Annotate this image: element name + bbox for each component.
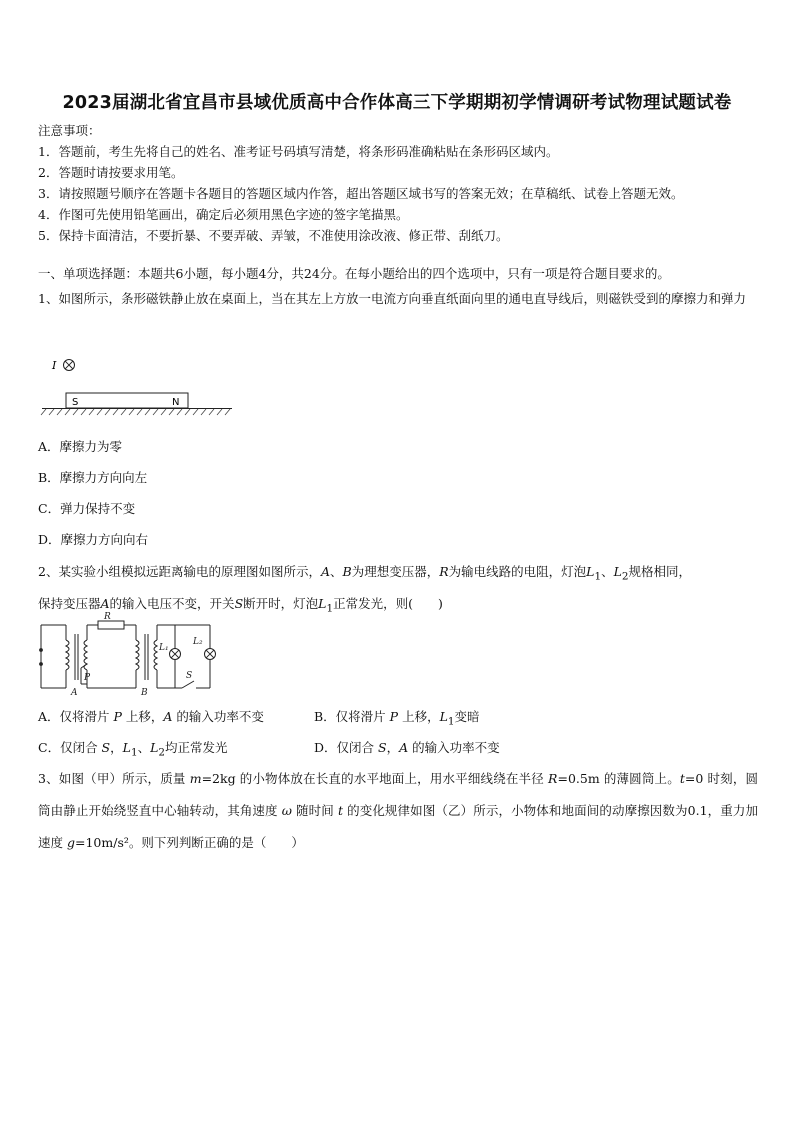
current-into-page-icon [64, 360, 75, 371]
lamp-l1-icon [170, 649, 181, 660]
table-hatching [41, 409, 230, 415]
resistor-label: R [104, 612, 111, 622]
q1-option-b[interactable]: B．摩擦力方向向左 [38, 470, 148, 485]
transformer-b-label: B [141, 688, 148, 698]
transformer-a-label: A [71, 688, 78, 698]
q1-option-d[interactable]: D．摩擦力方向向右 [38, 532, 149, 547]
notice-item: 4．作图可先使用铅笔画出，确定后必须用黑色字迹的签字笔描黑。 [38, 207, 409, 222]
notice-heading: 注意事项： [38, 123, 101, 138]
q2-option-c[interactable]: C．仅闭合 S，$L_1$、$L_2$均正常发光 [38, 740, 228, 759]
lamp-l2-label: L₂ [193, 637, 203, 647]
question-2-stem-line2: 保持变压器A的输入电压不变，开关S断开时，灯泡$L_1$正常发光，则( ) [38, 596, 443, 615]
question-2-stem-line1: 2、某实验小组模拟远距离输电的原理图如图所示，A、B为理想变压器，R为输电线路的电阻，灯泡$L_1$、$L_2$规格相同， [38, 564, 692, 583]
notice-item: 5．保持卡面清洁，不要折暴、不要弄破、弄皱，不准使用涂改液、修正带、刮纸刀。 [38, 228, 509, 243]
slider-label: P [84, 673, 91, 683]
current-label: I [52, 359, 57, 372]
q1-option-a[interactable]: A．摩擦力为零 [38, 439, 123, 454]
notice-item: 3．请按照题号顺序在答题卡各题目的答题区域内作答，超出答题区域书写的答案无效；在草稿纸、试卷上答题无效。 [38, 186, 684, 201]
notice-block [38, 120, 768, 246]
lamp-l1-label: L₁ [159, 643, 169, 653]
q2-option-d[interactable]: D．仅闭合 S，A 的输入功率不变 [314, 740, 500, 755]
notice-item: 2．答题时请按要求用笔。 [38, 165, 184, 180]
question-3-stem: 3、如图（甲）所示，质量 m=2kg 的小物体放在长直的水平地面上，用水平细线绕在半径 R=0.5m 的薄圆筒上。t=0 时刻，圆筒由静止开始绕竖直中心轴转动，其角速度 ω 随时间 t 的变化规律如图（乙）所示，小物体和地面间的动摩擦因数为0.1，重力加速度 g=10m/s²。则下列判断正确的是（ ） [38, 771, 759, 850]
magnet-n-pole: N [172, 397, 180, 408]
magnet-s-pole: S [72, 397, 79, 408]
q1-option-c[interactable]: C．弹力保持不变 [38, 501, 136, 516]
page-title: 2023届湖北省宜昌市县域优质高中合作体高三下学期期初学情调研考试物理试题试卷 [62, 93, 732, 113]
lamp-l2-icon [205, 649, 216, 660]
q2-option-b[interactable]: B．仅将滑片 P 上移，$L_1$变暗 [314, 709, 480, 728]
question-1-stem: 1、如图所示，条形磁铁静止放在桌面上，当在其左上方放一电流方向垂直纸面向里的通电直导线后，则磁铁受到的摩擦力和弹力 [38, 291, 746, 306]
section-heading: 一、单项选择题：本题共6小题，每小题4分，共24分。在每小题给出的四个选项中，只有一项是符合题目要求的。 [38, 266, 670, 281]
q2-option-a[interactable]: A．仅将滑片 P 上移，A 的输入功率不变 [38, 709, 264, 724]
bar-magnet [66, 393, 188, 408]
switch-label: S [186, 671, 193, 681]
notice-item: 1．答题前，考生先将自己的姓名、准考证号码填写清楚，将条形码准确粘贴在条形码区域内。 [38, 144, 559, 159]
transmission-circuit-figure [36, 612, 220, 698]
magnet-figure [40, 352, 236, 420]
